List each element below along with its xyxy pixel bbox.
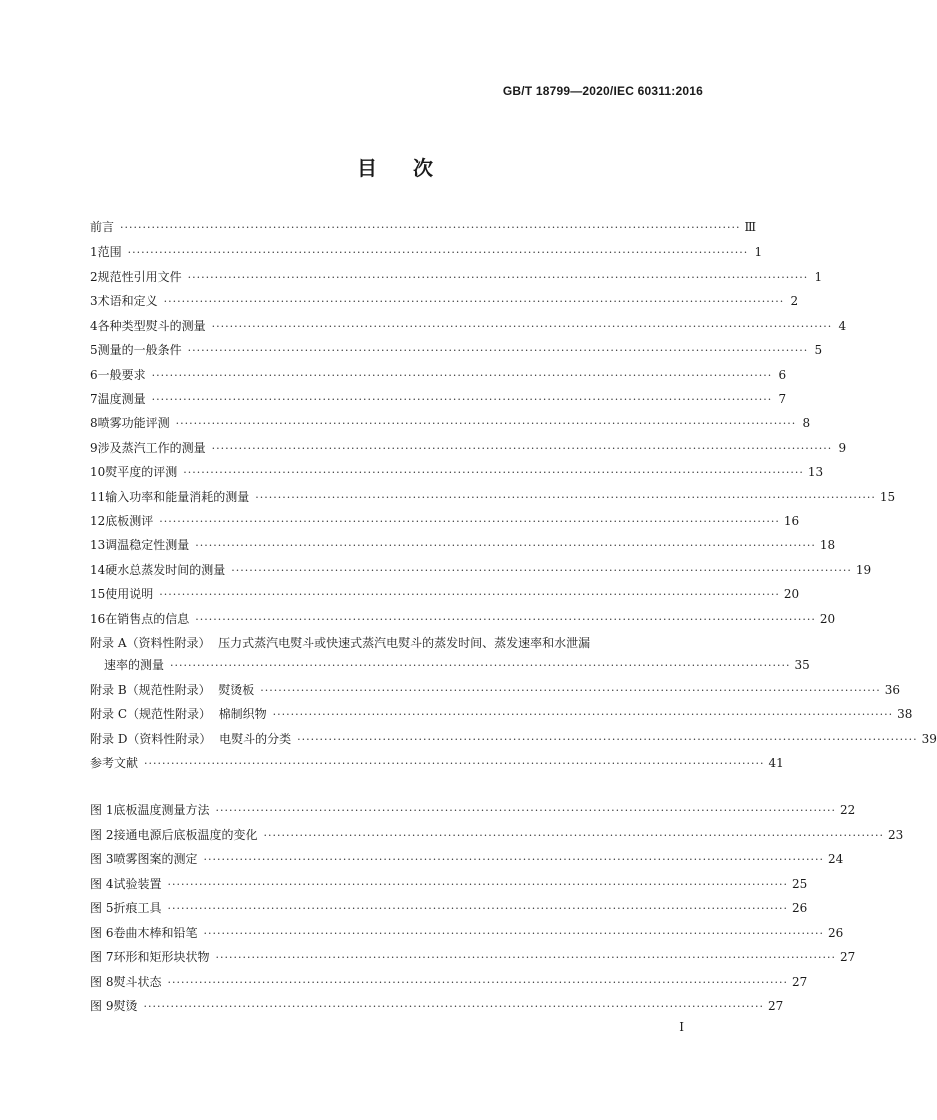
toc-leader-dots: ·········································································································································· — [255, 491, 876, 504]
toc-figure-entry[interactable] — [90, 850, 844, 868]
toc-entry-bibliography[interactable] — [90, 754, 784, 772]
toc-figure-entry[interactable] — [90, 973, 808, 991]
toc-entry-label: 调温稳定性测量 — [105, 538, 190, 552]
figure-page: 25 — [792, 877, 808, 891]
toc-leader-dots: ·········································································································································· — [159, 588, 780, 601]
toc-entry-page: 20 — [819, 612, 836, 626]
toc-figure-entry[interactable] — [90, 899, 808, 917]
toc-leader-dots: ·········································································································································· — [203, 853, 824, 866]
toc-entry-page: 41 — [768, 756, 784, 770]
toc-entry[interactable] — [90, 341, 823, 359]
toc-entry-number: 12 — [90, 514, 106, 528]
toc-entry-number: 5 — [90, 343, 98, 357]
toc-entry-number: 8 — [90, 416, 98, 430]
figure-number: 图 3 — [90, 852, 114, 866]
toc-entry-number: 14 — [90, 563, 106, 577]
figure-number: 图 9 — [90, 999, 114, 1013]
toc-figure-entry[interactable] — [90, 826, 904, 844]
figure-page: 27 — [840, 950, 856, 964]
figure-label: 熨斗状态 — [113, 975, 162, 989]
toc-entry-page: 8 — [802, 416, 811, 430]
figure-page: 24 — [828, 852, 844, 866]
toc-entry-page: 2 — [790, 294, 799, 308]
figure-label: 熨烫 — [113, 999, 138, 1013]
toc-entry-number: 10 — [90, 465, 106, 479]
toc-entry-page: 35 — [794, 658, 810, 672]
toc-leader-dots: ·········································································································································· — [297, 733, 918, 746]
toc-figure-entry[interactable] — [90, 948, 856, 966]
toc-entry[interactable] — [90, 366, 787, 384]
toc-leader-dots: ·········································································································································· — [170, 659, 791, 672]
toc-entry-number: 6 — [90, 368, 98, 382]
toc-entry-number: 3 — [90, 294, 98, 308]
toc-entry-number: 2 — [90, 270, 98, 284]
toc-entry-number: 1 — [90, 245, 98, 259]
toc-entry[interactable] — [90, 414, 811, 432]
toc-entry[interactable] — [90, 317, 847, 335]
toc-leader-dots: ·········································································································································· — [127, 246, 749, 259]
toc-leader-dots: ·········································································································································· — [260, 684, 881, 697]
toc-entry-page: 36 — [884, 683, 901, 697]
toc-entry-label: 输入功率和能量消耗的测量 — [105, 490, 250, 504]
figure-number: 图 7 — [90, 950, 114, 964]
toc-entry[interactable] — [90, 243, 763, 261]
toc-leader-dots: ·········································································································································· — [195, 613, 816, 626]
toc-entry-annex-a-continued[interactable] — [90, 656, 810, 674]
toc-entry-label: 底板测评 — [105, 514, 154, 528]
toc-entry-number: 15 — [90, 587, 106, 601]
toc-entry-label: 在销售点的信息 — [105, 612, 190, 626]
toc-entry-number: 11 — [90, 490, 106, 504]
toc-entry-label: 熨平度的评测 — [105, 465, 178, 479]
toc-entry-number: 7 — [90, 392, 98, 406]
figure-label: 环形和矩形块状物 — [113, 950, 210, 964]
toc-entry-label: 测量的一般条件 — [97, 343, 182, 357]
toc-entry-annex-a[interactable] — [90, 634, 702, 652]
figure-page: 26 — [828, 926, 844, 940]
toc-entry-number: 16 — [90, 612, 106, 626]
toc-leader-dots: ·········································································································································· — [163, 295, 785, 308]
toc-entry-page: Ⅲ — [744, 220, 757, 234]
toc-entry-label: 速率的测量 — [104, 658, 165, 672]
toc-entry-label: 使用说明 — [105, 587, 154, 601]
toc-entry-foreword[interactable] — [90, 218, 757, 236]
toc-entry-label: 附录 C（规范性附录） 棉制织物 — [90, 707, 267, 721]
toc-leader-dots: ·········································································································································· — [144, 757, 765, 770]
toc-leader-dots: ·········································································································································· — [167, 902, 788, 915]
toc-leader-dots: ·········································································································································· — [187, 271, 809, 284]
toc-entry-label: 一般要求 — [97, 368, 146, 382]
toc-entry-annex[interactable] — [90, 730, 937, 748]
toc-entry-page: 15 — [879, 490, 896, 504]
toc-figure-entry[interactable] — [90, 924, 844, 942]
toc-entry-label: 硬水总蒸发时间的测量 — [105, 563, 226, 577]
toc-entry-page: 6 — [778, 368, 787, 382]
toc-entry-page: 7 — [778, 392, 787, 406]
title-char-2: 次 — [413, 156, 435, 180]
toc-entry-page: 13 — [807, 465, 824, 479]
toc-entry-page: 19 — [855, 563, 872, 577]
toc-entry-label: 附录 D（资料性附录） 电熨斗的分类 — [90, 732, 292, 746]
figure-label: 喷雾图案的测定 — [113, 852, 198, 866]
toc-entry[interactable] — [90, 512, 800, 530]
toc-entry-page: 1 — [814, 270, 823, 284]
page-title — [0, 152, 792, 181]
toc-entry-label: 各种类型熨斗的测量 — [97, 319, 206, 333]
figure-number: 图 2 — [90, 828, 114, 842]
toc-figure-entry[interactable] — [90, 875, 808, 893]
toc-leader-dots: ·········································································································································· — [151, 393, 773, 406]
toc-entry-label: 附录 A（资料性附录） 压力式蒸汽电熨斗或快速式蒸汽电熨斗的蒸发时间、蒸发速率和水泄漏 — [90, 636, 591, 650]
figure-label: 卷曲木棒和铅笔 — [113, 926, 198, 940]
figure-number: 图 5 — [90, 901, 114, 915]
toc-leader-dots: ·········································································································································· — [211, 442, 833, 455]
toc-leader-dots: ·········································································································································· — [231, 564, 852, 577]
toc-entry-label: 规范性引用文件 — [97, 270, 182, 284]
title-char-1: 目 — [357, 156, 379, 180]
figure-label: 底板温度测量方法 — [113, 803, 210, 817]
figure-label: 试验装置 — [113, 877, 162, 891]
toc-entry[interactable] — [90, 488, 896, 506]
toc-entry-label: 术语和定义 — [97, 294, 158, 308]
toc-entry-label: 温度测量 — [97, 392, 146, 406]
toc-entry[interactable] — [90, 561, 872, 579]
figure-page: 23 — [888, 828, 904, 842]
toc-entry[interactable] — [90, 268, 823, 286]
toc-entry-page: 9 — [838, 441, 847, 455]
toc-leader-dots: ·········································································································································· — [159, 515, 780, 528]
toc-entry-page: 18 — [819, 538, 836, 552]
toc-leader-dots: ·········································································································································· — [272, 708, 894, 721]
standard-code: GB/T 18799—2020/IEC 60311:2016 — [502, 84, 703, 98]
toc-entry-label: 喷雾功能评测 — [97, 416, 170, 430]
toc-entry-page: 38 — [897, 707, 913, 721]
toc-entry-number: 9 — [90, 441, 98, 455]
toc-figure-entry[interactable] — [90, 997, 784, 1015]
toc-leader-dots: ·········································································································································· — [167, 976, 788, 989]
toc-leader-dots: ·········································································································································· — [167, 878, 788, 891]
toc-entry-number: 4 — [90, 319, 98, 333]
figure-page: 27 — [792, 975, 808, 989]
toc-leader-dots: ·········································································································································· — [151, 369, 773, 382]
toc-leader-dots: ·········································································································································· — [175, 417, 797, 430]
toc-entry[interactable] — [90, 610, 836, 628]
toc-leader-dots: ·········································································································································· — [120, 221, 741, 234]
toc-entry-page: 20 — [783, 587, 800, 601]
figure-page: 27 — [768, 999, 784, 1013]
figure-number: 图 4 — [90, 877, 114, 891]
figure-page: 26 — [792, 901, 808, 915]
toc-entry[interactable] — [90, 463, 824, 481]
toc-leader-dots: ·········································································································································· — [215, 951, 836, 964]
toc-leader-dots: ·········································································································································· — [183, 466, 804, 479]
toc-entry[interactable] — [90, 585, 800, 603]
figure-number: 图 6 — [90, 926, 114, 940]
toc-entry-label: 参考文献 — [90, 756, 139, 770]
toc-leader-dots: ·········································································································································· — [211, 320, 833, 333]
toc-entry-page: 4 — [838, 319, 847, 333]
toc-entry[interactable] — [90, 390, 787, 408]
toc-entry[interactable] — [90, 439, 847, 457]
toc-entry-annex[interactable] — [90, 681, 901, 699]
toc-entry-page: 1 — [754, 245, 763, 259]
toc-entry-number: 13 — [90, 538, 106, 552]
toc-leader-dots: ·········································································································································· — [215, 804, 836, 817]
figure-number: 图 1 — [90, 803, 114, 817]
figure-label: 接通电源后底板温度的变化 — [113, 828, 258, 842]
page-number: I — [679, 1020, 684, 1034]
toc-entry-page: 5 — [814, 343, 823, 357]
toc-entry-page: 16 — [783, 514, 800, 528]
figure-label: 折痕工具 — [113, 901, 162, 915]
toc-leader-dots: ·········································································································································· — [143, 1000, 764, 1013]
figure-page: 22 — [840, 803, 856, 817]
toc-leader-dots: ·········································································································································· — [203, 927, 824, 940]
toc-entry-page: 39 — [921, 732, 937, 746]
toc-entry-label: 前言 — [90, 220, 115, 234]
toc-entry-label: 涉及蒸汽工作的测量 — [97, 441, 206, 455]
toc-leader-dots: ·········································································································································· — [187, 344, 809, 357]
toc-figure-entry[interactable] — [90, 801, 856, 819]
toc-entry-annex[interactable] — [90, 705, 913, 723]
figure-number: 图 8 — [90, 975, 114, 989]
toc-entry-label: 范围 — [97, 245, 122, 259]
toc-leader-dots: ·········································································································································· — [195, 539, 816, 552]
toc-entry[interactable] — [90, 536, 836, 554]
toc-entry-label: 附录 B（规范性附录） 熨烫板 — [90, 683, 255, 697]
toc-entry[interactable] — [90, 292, 799, 310]
toc-leader-dots: ·········································································································································· — [263, 829, 884, 842]
